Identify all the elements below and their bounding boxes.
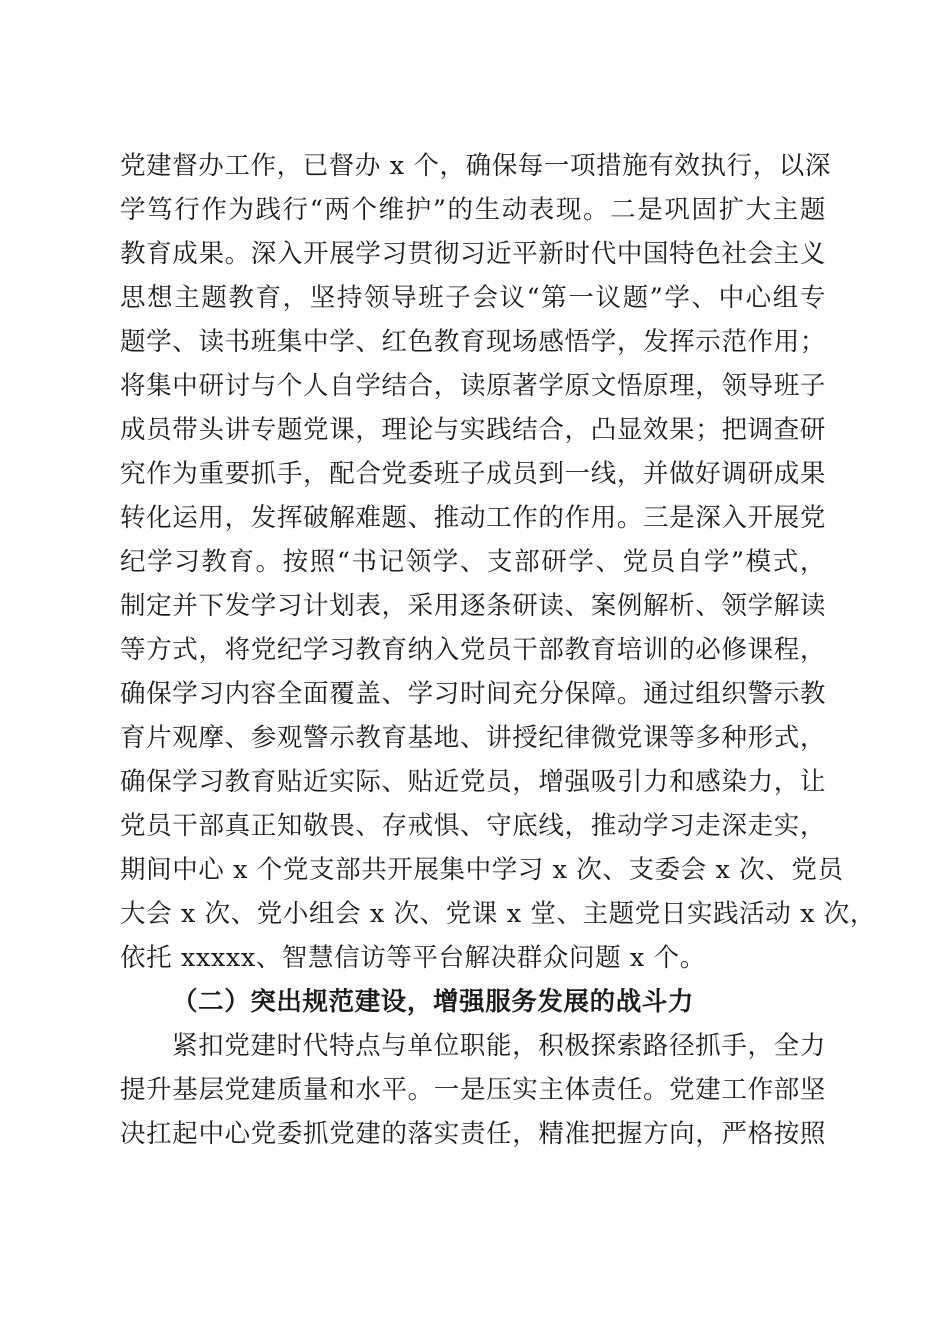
body-text-line: 确保学习教育贴近实际、贴近党员，增强吸引力和感染力，让 [120, 767, 826, 797]
body-text-line: 期间中心 x 个党支部共开展集中学习 x 次、支委会 x 次、党员 [120, 855, 844, 885]
body-text-line: 党员干部真正知敬畏、存戒惧、守底线，推动学习走深走实， [120, 811, 826, 841]
body-text-line: 学笃行作为践行“两个维护”的生动表现。二是巩固扩大主题 [120, 195, 826, 225]
body-text-line: 转化运用，发挥破解难题、推动工作的作用。三是深入开展党 [120, 503, 826, 533]
body-text-line: 题学、读书班集中学、红色教育现场感悟学，发挥示范作用； [120, 327, 826, 357]
body-text-line: 将集中研讨与个人自学结合，读原著学原文悟原理，领导班子 [120, 371, 826, 401]
body-text-line: 紧扣党建时代特点与单位职能，积极探索路径抓手，全力 [172, 1031, 826, 1061]
body-text-line: 成员带头讲专题党课，理论与实践结合，凸显效果；把调查研 [120, 415, 826, 445]
body-text-line: 制定并下发学习计划表，采用逐条研读、案例解析、领学解读 [120, 591, 826, 621]
body-text-line: 依托 xxxxx、智慧信访等平台解决群众问题 x 个。 [120, 943, 706, 973]
body-text-line: 提升基层党建质量和水平。一是压实主体责任。党建工作部坚 [120, 1075, 826, 1105]
body-text-line: 教育成果。深入开展学习贯彻习近平新时代中国特色社会主义 [120, 239, 826, 269]
body-text-line: 等方式，将党纪学习教育纳入党员干部教育培训的必修课程， [120, 635, 826, 665]
body-text-line: 究作为重要抓手，配合党委班子成员到一线，并做好调研成果 [120, 459, 826, 489]
body-text-line: 决扛起中心党委抓党建的落实责任，精准把握方向，严格按照 [120, 1119, 826, 1149]
body-text-line: 大会 x 次、党小组会 x 次、党课 x 堂、主题党日实践活动 x 次， [120, 899, 876, 929]
section-heading: （二）突出规范建设，增强服务发展的战斗力 [172, 987, 695, 1017]
body-text-line: 纪学习教育。按照“书记领学、支部研学、党员自学”模式， [120, 547, 826, 577]
body-text-line: 党建督办工作，已督办 x 个，确保每一项措施有效执行，以深 [120, 151, 831, 181]
body-text-line: 思想主题教育，坚持领导班子会议“第一议题”学、中心组专 [120, 283, 826, 313]
body-text-line: 育片观摩、参观警示教育基地、讲授纪律微党课等多种形式， [120, 723, 826, 753]
body-text-line: 确保学习内容全面覆盖、学习时间充分保障。通过组织警示教 [120, 679, 826, 709]
